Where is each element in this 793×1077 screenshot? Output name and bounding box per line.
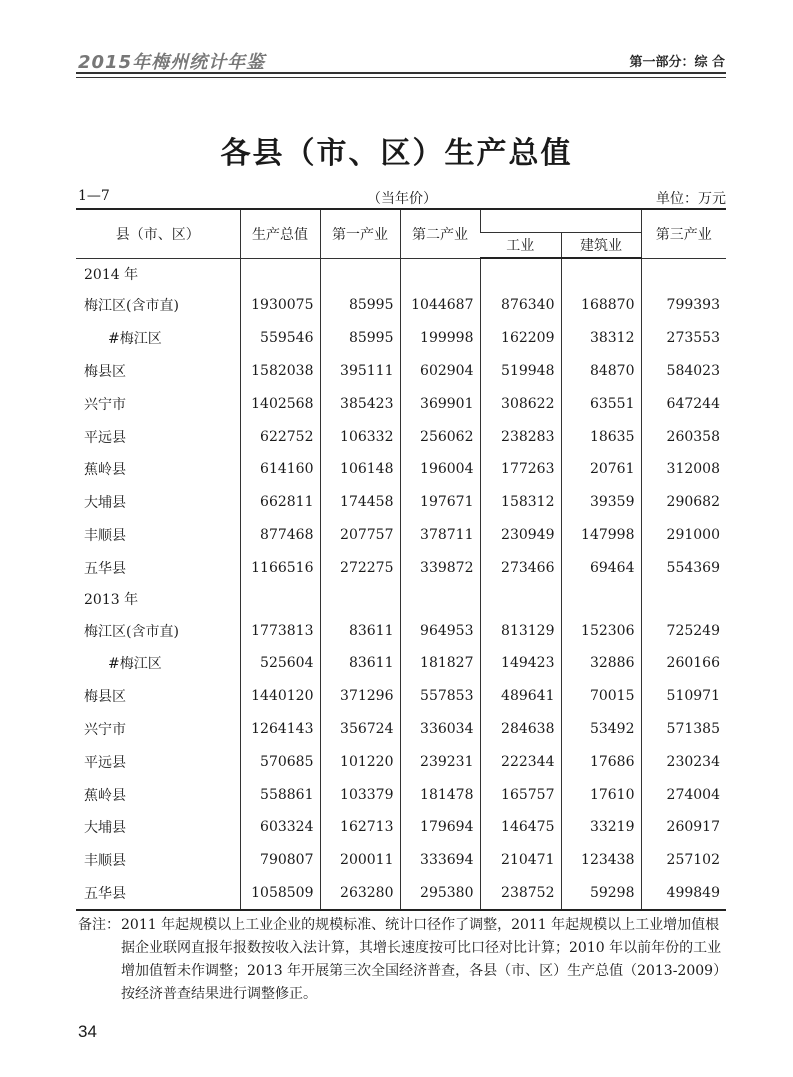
gdp-value: 614160: [240, 453, 320, 486]
table-row: [76, 877, 726, 911]
construction-value: 18635: [561, 420, 641, 453]
tertiary-value: 554369: [641, 551, 726, 584]
region-name: 梅县区: [84, 363, 126, 380]
gdp-value: 1440120: [240, 680, 320, 713]
empty-cell: [561, 258, 641, 289]
region-name: 丰顺县: [84, 527, 126, 544]
col-header-gdp: 生产总值: [240, 209, 320, 258]
secondary-value: 181478: [400, 778, 480, 811]
secondary-value: 181827: [400, 647, 480, 680]
table-row: [76, 551, 726, 584]
table-row: [76, 453, 726, 486]
region-name: #梅江区: [108, 656, 162, 673]
tertiary-value: 647244: [641, 387, 726, 420]
gdp-value: 558861: [240, 778, 320, 811]
tertiary-value: 584023: [641, 355, 726, 388]
construction-value: 59298: [561, 877, 641, 911]
gdp-value: 570685: [240, 745, 320, 778]
industry-value: 489641: [480, 680, 561, 713]
industry-value: 519948: [480, 355, 561, 388]
region-name: 五华县: [76, 877, 240, 911]
secondary-value: 336034: [400, 713, 480, 746]
tertiary-value: 510971: [641, 680, 726, 713]
empty-cell: [240, 258, 320, 289]
secondary-value: 333694: [400, 844, 480, 877]
yearbook-title: 2015年梅州统计年鉴: [78, 52, 266, 73]
footnote: [78, 914, 728, 1006]
region-name: 蕉岭县: [84, 462, 126, 479]
col-header-secondary: 第二产业: [400, 209, 480, 258]
year-label: 2013 年: [84, 592, 139, 609]
construction-value: 53492: [561, 713, 641, 746]
gdp-value: 1930075: [240, 289, 320, 322]
table-row: [76, 355, 726, 388]
col-header-construction: 建筑业: [561, 233, 641, 259]
region-name: 平远县: [84, 754, 126, 771]
construction-value: 32886: [561, 647, 641, 680]
gdp-value: 525604: [240, 647, 320, 680]
year-row: [76, 258, 726, 289]
construction-value: 20761: [561, 453, 641, 486]
tertiary-value: 499849: [641, 877, 726, 911]
construction-value: 123438: [561, 844, 641, 877]
gdp-table: [76, 208, 726, 911]
table-body: [76, 258, 726, 910]
construction-value: 17610: [561, 778, 641, 811]
industry-value: 222344: [480, 745, 561, 778]
page-number: 34: [78, 1022, 97, 1041]
secondary-value: 197671: [400, 486, 480, 519]
primary-value: 162713: [320, 811, 400, 844]
industry-value: 177263: [480, 453, 561, 486]
construction-value: 33219: [561, 811, 641, 844]
table-row: [76, 387, 726, 420]
table-row: [76, 647, 726, 680]
primary-value: 200011: [320, 844, 400, 877]
secondary-value: 239231: [400, 745, 480, 778]
empty-cell: [400, 258, 480, 289]
primary-value: 174458: [320, 486, 400, 519]
tertiary-value: 274004: [641, 778, 726, 811]
tertiary-value: 257102: [641, 844, 726, 877]
table-row: [76, 713, 726, 746]
gdp-value: 790807: [240, 844, 320, 877]
header-divider: [76, 72, 726, 78]
construction-value: 84870: [561, 355, 641, 388]
industry-value: 165757: [480, 778, 561, 811]
primary-value: 103379: [320, 778, 400, 811]
col-header-industry: 工业: [480, 233, 561, 259]
primary-value: 263280: [320, 877, 400, 911]
primary-value: 101220: [320, 745, 400, 778]
secondary-value: 378711: [400, 519, 480, 552]
industry-value: 230949: [480, 519, 561, 552]
region-name: 梅县区: [84, 689, 126, 706]
col-header-primary: 第一产业: [320, 209, 400, 258]
tertiary-value: 725249: [641, 614, 726, 647]
secondary-value: 339872: [400, 551, 480, 584]
primary-value: 207757: [320, 519, 400, 552]
industry-value: 284638: [480, 713, 561, 746]
empty-cell: [641, 584, 726, 614]
gdp-value: 622752: [240, 420, 320, 453]
industry-value: 210471: [480, 844, 561, 877]
industry-value: 273466: [480, 551, 561, 584]
footnote-label: 备注：: [78, 917, 120, 933]
table-row: [76, 680, 726, 713]
region-name: 梅江区(含市直): [84, 298, 179, 315]
secondary-value: 295380: [400, 877, 480, 911]
region-name: 梅江区(含市直): [84, 623, 179, 640]
primary-value: 371296: [320, 680, 400, 713]
tertiary-value: 799393: [641, 289, 726, 322]
empty-cell: [641, 258, 726, 289]
gdp-value: 603324: [240, 811, 320, 844]
secondary-value: 199998: [400, 322, 480, 355]
primary-value: 272275: [320, 551, 400, 584]
tertiary-value: 290682: [641, 486, 726, 519]
year-row: [76, 584, 726, 614]
industry-value: 238752: [480, 877, 561, 911]
primary-value: 385423: [320, 387, 400, 420]
secondary-value: 196004: [400, 453, 480, 486]
table-row: [76, 322, 726, 355]
region-name: #梅江区: [108, 331, 162, 348]
tertiary-value: 260917: [641, 811, 726, 844]
section-label: 第一部分：综 合: [629, 55, 725, 70]
gdp-value: 1166516: [240, 551, 320, 584]
tertiary-value: 230234: [641, 745, 726, 778]
construction-value: 39359: [561, 486, 641, 519]
region-name: 大埔县: [84, 495, 126, 512]
primary-value: 106332: [320, 420, 400, 453]
gdp-value: 1264143: [240, 713, 320, 746]
industry-value: 149423: [480, 647, 561, 680]
table-code: 1—7: [78, 188, 110, 204]
unit-label: 单位：万元: [656, 191, 726, 207]
industry-value: 238283: [480, 420, 561, 453]
col-header-tertiary: 第三产业: [641, 209, 726, 258]
region-name: 蕉岭县: [84, 787, 126, 804]
table-row: [76, 778, 726, 811]
table-row: [76, 811, 726, 844]
gdp-value: 1773813: [240, 614, 320, 647]
year-label: 2014 年: [84, 266, 139, 283]
construction-value: 152306: [561, 614, 641, 647]
gdp-value: 877468: [240, 519, 320, 552]
primary-value: 106148: [320, 453, 400, 486]
table-row: [76, 420, 726, 453]
empty-cell: [480, 258, 561, 289]
table-row: [76, 745, 726, 778]
region-name: 五华县: [84, 560, 126, 577]
gdp-value: 1402568: [240, 387, 320, 420]
industry-value: 813129: [480, 614, 561, 647]
primary-value: 85995: [320, 322, 400, 355]
construction-value: 70015: [561, 680, 641, 713]
region-name: 兴宁市: [84, 396, 126, 413]
primary-value: 83611: [320, 647, 400, 680]
region-name: 平远县: [84, 429, 126, 446]
gdp-value: 559546: [240, 322, 320, 355]
construction-value: 63551: [561, 387, 641, 420]
industry-value: 162209: [480, 322, 561, 355]
construction-value: 38312: [561, 322, 641, 355]
gdp-value: 1582038: [240, 355, 320, 388]
industry-value: 876340: [480, 289, 561, 322]
construction-value: 17686: [561, 745, 641, 778]
secondary-value: 369901: [400, 387, 480, 420]
tertiary-value: 273553: [641, 322, 726, 355]
table-meta: [78, 188, 726, 208]
secondary-value: 557853: [400, 680, 480, 713]
price-basis: （当年价）: [367, 191, 437, 207]
footnote-text: 2011 年起规模以上工业企业的规模标准、统计口径作了调整，2011 年起规模以上工业增加值根据企业联网直报年报数按收入法计算，其增长速度按可比口径对比计算；2010 年以前年份的工业增加值暂未作调整；2013 年开展第三次全国经济普查，各县（市、区）生产总值（2013-2009）按经济普查结果进行调整修正。: [121, 917, 728, 1002]
tertiary-value: 260166: [641, 647, 726, 680]
construction-value: 147998: [561, 519, 641, 552]
tertiary-value: 312008: [641, 453, 726, 486]
empty-cell: [400, 584, 480, 614]
industry-value: 158312: [480, 486, 561, 519]
industry-value: 146475: [480, 811, 561, 844]
region-name: 兴宁市: [84, 721, 126, 738]
table-row: [76, 519, 726, 552]
secondary-value: 964953: [400, 614, 480, 647]
gdp-value: 662811: [240, 486, 320, 519]
secondary-value: 256062: [400, 420, 480, 453]
primary-value: 83611: [320, 614, 400, 647]
empty-cell: [240, 584, 320, 614]
primary-value: 395111: [320, 355, 400, 388]
secondary-value: 179694: [400, 811, 480, 844]
construction-value: 168870: [561, 289, 641, 322]
secondary-value: 1044687: [400, 289, 480, 322]
primary-value: 85995: [320, 289, 400, 322]
empty-cell: [320, 584, 400, 614]
col-header-secondary-breakdown: [480, 209, 641, 233]
col-header-region: 县（市、区）: [76, 209, 240, 258]
empty-cell: [480, 584, 561, 614]
tertiary-value: 571385: [641, 713, 726, 746]
table-row: [76, 486, 726, 519]
table-row: [76, 614, 726, 647]
table-row: [76, 844, 726, 877]
page-title: 各县（市、区）生产总值: [220, 136, 573, 171]
region-name: 大埔县: [84, 820, 126, 837]
table-row: [76, 289, 726, 322]
region-name: 丰顺县: [84, 853, 126, 870]
tertiary-value: 260358: [641, 420, 726, 453]
gdp-value: 1058509: [240, 877, 320, 911]
construction-value: 69464: [561, 551, 641, 584]
industry-value: 308622: [480, 387, 561, 420]
secondary-value: 602904: [400, 355, 480, 388]
primary-value: 356724: [320, 713, 400, 746]
tertiary-value: 291000: [641, 519, 726, 552]
empty-cell: [561, 584, 641, 614]
empty-cell: [320, 258, 400, 289]
